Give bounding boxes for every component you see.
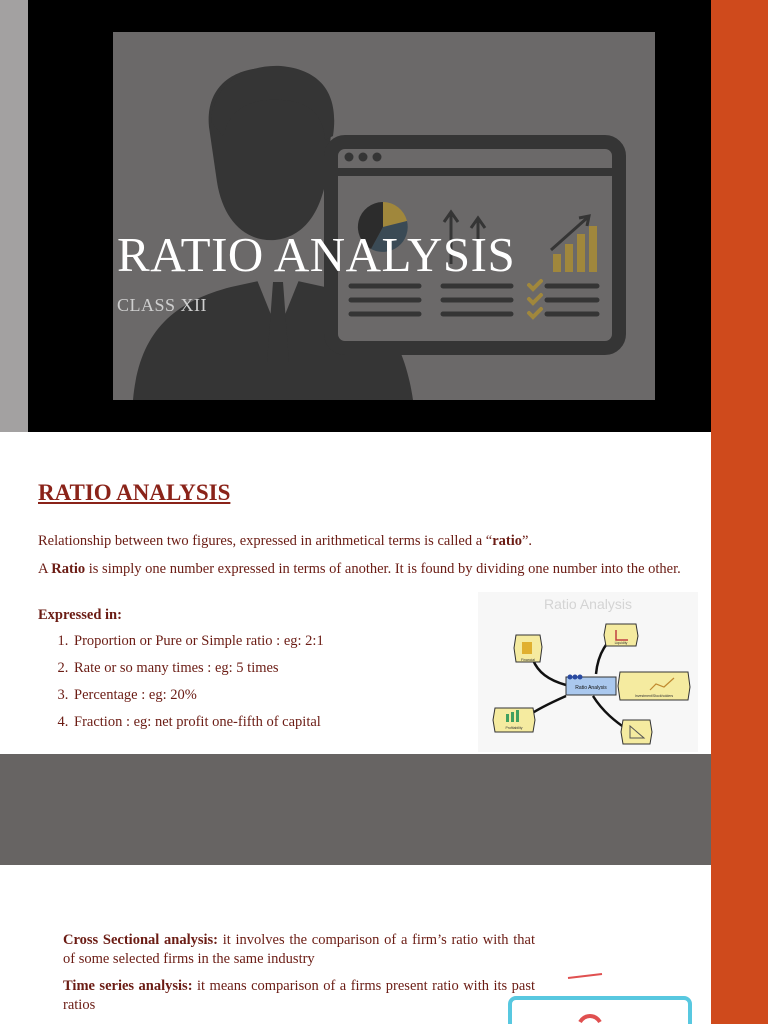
expressed-in-label: Expressed in: [38,607,122,623]
slide-subtitle: CLASS XII [117,295,208,315]
ratio-paragraph [38,560,688,578]
mindmap-node-liquidity: Liquidity [614,641,628,645]
ratio-prefix: A [38,561,52,577]
list-item: 1. Proportion or Pure or Simple ratio : eg: 2:1 [72,632,324,650]
list-item: 4. Fraction : eg: net profit one-fifth of capital [72,713,324,731]
definition-slide [0,432,768,865]
ratio-term: Ratio [51,561,86,577]
partial-illustration [500,970,705,1024]
expressed-list [38,632,324,740]
analyst-illustration [113,32,655,400]
cross-sectional-paragraph [63,931,535,969]
orange-side-bar [711,0,768,432]
cross-sectional-term: Cross Sectional analysis: [63,932,218,948]
definition-text: Relationship between two figures, expressed in arithmetical terms is called a “ [38,533,493,549]
mindmap-center-node: Ratio Analysis [575,685,607,691]
orange-side-bar [711,432,768,865]
left-grey-strip [0,0,28,432]
analyst-dashboard-icon [113,32,655,400]
comparison-slide [0,865,768,1024]
section-heading: RATIO ANALYSIS [38,480,231,505]
definition-paragraph [38,532,698,550]
time-series-term: Time series analysis: [63,978,193,994]
ratio-analysis-mindmap [478,592,698,752]
mindmap-node-financial: Financial [520,658,536,662]
list-item: 2. Rate or so many times : eg: 5 times [72,659,324,677]
mindmap-node-investment: Investment/Stockholders [634,694,674,698]
slide-title: RATIO ANALYSIS [117,227,516,282]
mindmap-node-profitability: Profitability [505,726,523,730]
grey-band [0,754,711,865]
definition-term: ratio [492,533,522,549]
time-series-text: it means comparison of a firms present ratio with its past ratios [63,978,535,1013]
title-slide [0,0,768,432]
definition-suffix: ”. [521,533,533,549]
cross-sectional-text: it involves the comparison of a firm’s ratio with that of some selected firms in the same industry [63,932,535,967]
ratio-text: is simply one number expressed in terms of another. It is found by dividing one number into the other. [85,561,681,577]
orange-side-bar [711,865,768,1024]
list-item: 3. Percentage : eg: 20% [72,686,324,704]
mindmap-title: Ratio Analysis [544,596,632,612]
time-series-paragraph [63,977,535,1015]
